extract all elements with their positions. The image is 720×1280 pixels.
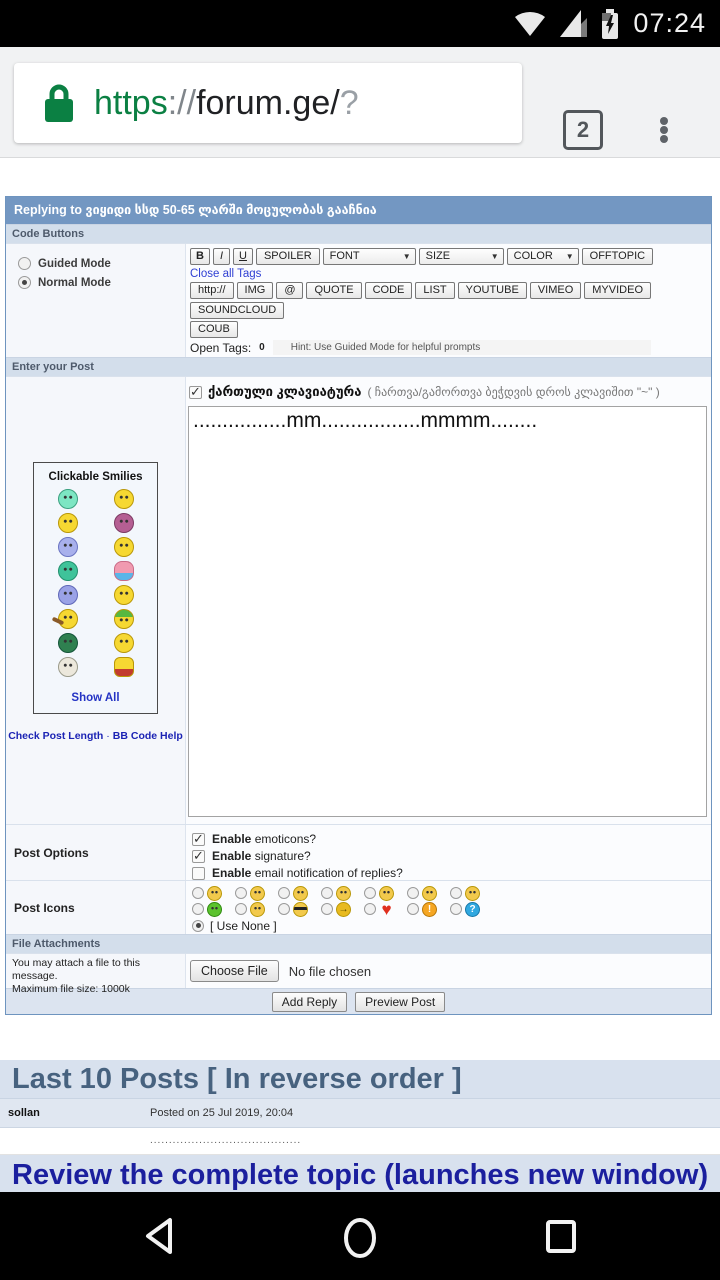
use-none-label: [ Use None ]	[210, 918, 277, 933]
preview-post-button[interactable]: Preview Post	[355, 992, 445, 1012]
section-header-enter-post: Enter your Post	[6, 357, 711, 376]
viking-club-smiley-icon[interactable]	[58, 609, 78, 629]
spoiler-button[interactable]: SPOILER	[256, 248, 320, 265]
wink-smiley-icon	[293, 886, 308, 901]
post-icon-radio[interactable]	[278, 903, 290, 915]
no-file-chosen-text: No file chosen	[288, 963, 372, 979]
georgian-keyboard-checkbox[interactable]	[189, 386, 202, 399]
soundcloud-button[interactable]: SOUNDCLOUD	[190, 302, 284, 319]
heart-icon	[379, 902, 394, 917]
url-query: ?	[339, 83, 359, 122]
last-posts-section	[0, 1060, 720, 1195]
smilies-title: Clickable Smilies	[48, 471, 143, 483]
enable-emoticons-checkbox[interactable]	[192, 833, 205, 846]
post-icon-radio[interactable]	[407, 887, 419, 899]
back-icon[interactable]	[142, 1216, 180, 1256]
teal-grin-smiley-icon[interactable]	[58, 561, 78, 581]
purple-shy-smiley-icon[interactable]	[58, 537, 78, 557]
mint-halo-smiley-icon[interactable]	[58, 489, 78, 509]
size-select[interactable]: SIZE ▼	[419, 248, 504, 265]
laugh-smiley-icon	[422, 886, 437, 901]
browser-toolbar	[0, 47, 720, 158]
file-input-cell	[186, 954, 711, 988]
georgian-keyboard-label: ქართული კლავიატურა	[208, 384, 362, 399]
choose-file-button[interactable]: Choose File	[190, 960, 279, 982]
tongue-smiley-icon	[336, 886, 351, 901]
url-text	[94, 84, 359, 123]
neutral-smiley-icon	[207, 886, 222, 901]
post-icons-label: Post Icons	[6, 881, 186, 934]
enable-email-notification-checkbox[interactable]	[192, 867, 205, 880]
section-header-code-buttons: Code Buttons	[6, 224, 711, 243]
popcorn-smiley-icon[interactable]	[114, 657, 134, 677]
cellular-signal-icon	[560, 10, 587, 37]
offtopic-button[interactable]: OFFTOPIC	[582, 248, 653, 265]
home-icon[interactable]	[340, 1216, 380, 1260]
close-all-tags-link[interactable]: Close all Tags	[190, 268, 262, 280]
status-bar	[0, 0, 720, 47]
italic-button[interactable]: I	[213, 248, 230, 265]
georgian-keyboard-toggle[interactable]	[186, 377, 711, 400]
mention-button[interactable]: @	[276, 282, 303, 299]
android-nav-bar	[0, 1192, 720, 1280]
quote-button[interactable]: QUOTE	[306, 282, 361, 299]
myvideo-button[interactable]: MYVIDEO	[584, 282, 651, 299]
post-body-text: ........................................	[150, 1135, 302, 1146]
normal-mode-radio[interactable]	[18, 276, 31, 289]
mode-cell	[6, 244, 186, 357]
smilies-grid	[55, 489, 137, 677]
tab-switcher-button[interactable]	[563, 110, 603, 150]
clock: 07:24	[633, 8, 706, 38]
laughing-pair-smiley-icon[interactable]	[58, 513, 78, 533]
code-buttons-row	[6, 243, 711, 357]
grin-teeth-smiley-icon	[250, 902, 265, 917]
smilies-cell	[6, 377, 186, 824]
clock-smiley-icon[interactable]	[114, 585, 134, 605]
code-button[interactable]: CODE	[365, 282, 413, 299]
enable-signature-option[interactable]: ✓ Enable signature?	[192, 848, 711, 864]
img-button[interactable]: IMG	[237, 282, 274, 299]
normal-mode-option[interactable]	[18, 276, 185, 289]
guided-mode-hint: Hint: Use Guided Mode for helpful prompts	[273, 340, 651, 355]
clickable-smilies-box	[33, 462, 158, 714]
url-separator: ://	[167, 83, 197, 122]
font-select[interactable]: FONT ▼	[323, 248, 416, 265]
youtube-button[interactable]: YOUTUBE	[458, 282, 527, 299]
post-entry-row	[6, 376, 711, 824]
list-button[interactable]: LIST	[415, 282, 454, 299]
recents-icon[interactable]	[543, 1216, 579, 1256]
attachment-info: You may attach a file to this message. Maximum file size: 1000k	[6, 954, 186, 988]
cool-sunglasses-smiley-icon	[293, 902, 308, 917]
guided-mode-option[interactable]	[18, 257, 185, 270]
post-icon-radio[interactable]	[450, 887, 462, 899]
post-icon-radio[interactable]	[235, 887, 247, 899]
open-tags-label: Open Tags:	[190, 340, 252, 355]
post-icon-radio[interactable]	[364, 887, 376, 899]
post-options-row	[6, 824, 711, 880]
lock-icon	[42, 82, 76, 124]
post-icon-radio[interactable]	[235, 903, 247, 915]
post-icon-radio[interactable]	[450, 903, 462, 915]
dizzy-smiley-icon[interactable]	[114, 489, 134, 509]
post-meta-row	[0, 1098, 720, 1128]
use-none-radio[interactable]	[192, 920, 204, 932]
bold-button[interactable]: B	[190, 248, 210, 265]
post-timestamp: Posted on 25 Jul 2019, 20:04	[150, 1107, 294, 1119]
chevron-down-icon: ▼	[402, 252, 411, 261]
post-author: sollan	[8, 1107, 40, 1119]
post-icon-radio[interactable]	[407, 903, 419, 915]
octopus-sea-smiley-icon[interactable]	[114, 561, 134, 581]
tag-buttons-cell	[186, 244, 711, 357]
post-textarea[interactable]: ................mm.................mmmm........	[188, 406, 707, 817]
guided-mode-radio[interactable]	[18, 257, 31, 270]
last-posts-heading: Last 10 Posts [ In reverse order ]	[0, 1060, 720, 1098]
tab-count: 2	[576, 117, 590, 142]
helper-links: Check Post Length · BB Code Help	[8, 730, 183, 742]
anarchy-smiley-icon[interactable]	[114, 513, 134, 533]
green-grin-smiley-icon	[207, 902, 222, 917]
post-icon-radio[interactable]	[192, 903, 204, 915]
shocked-smiley-icon	[379, 886, 394, 901]
black-laugh-smiley-icon[interactable]	[58, 633, 78, 653]
http-button[interactable]: http://	[190, 282, 234, 299]
guided-mode-label: Guided Mode	[38, 257, 111, 270]
post-editor-cell	[186, 377, 711, 824]
post-icon-radio[interactable]	[364, 903, 376, 915]
enable-email-notification-option[interactable]: Enable email notification of replies?	[192, 865, 711, 881]
wifi-icon	[514, 11, 546, 37]
facepalm-smiley-icon[interactable]	[114, 633, 134, 653]
enable-emoticons-option[interactable]: ✓ Enable emoticons?	[192, 831, 711, 847]
show-all-smilies-link[interactable]: Show All	[71, 692, 120, 704]
open-tags-count: 0	[259, 342, 265, 353]
url-scheme: https	[94, 83, 168, 122]
enable-signature-checkbox[interactable]	[192, 850, 205, 863]
review-topic-link[interactable]: Review the complete topic (launches new window)	[0, 1155, 720, 1195]
post-icon-radio[interactable]	[192, 887, 204, 899]
old-man-axe-smiley-icon[interactable]	[58, 657, 78, 677]
winking-tongue-smiley-icon	[465, 886, 480, 901]
water-spray-smiley-icon[interactable]	[114, 537, 134, 557]
add-reply-button[interactable]: Add Reply	[272, 992, 347, 1012]
post-icon-radio[interactable]	[321, 887, 333, 899]
coub-button[interactable]: COUB	[190, 321, 238, 338]
use-none-option[interactable]	[192, 917, 711, 934]
normal-mode-label: Normal Mode	[38, 276, 111, 289]
arrow-badge-icon	[336, 902, 351, 917]
battery-charging-icon	[601, 9, 619, 39]
overflow-menu-icon[interactable]	[650, 117, 678, 143]
post-icons-row	[6, 880, 711, 934]
question-icon	[465, 902, 480, 917]
topic-title-bar: Replying to ვიყიდი სსდ 50-65 ლარში მოცულობას გააჩნია	[6, 197, 711, 224]
chevron-down-icon: ▼	[565, 252, 574, 261]
chevron-down-icon: ▼	[490, 252, 499, 261]
smirk-smiley-icon	[250, 886, 265, 901]
green-hat-smiley-icon[interactable]	[114, 609, 134, 629]
reply-form-table	[5, 196, 712, 1015]
post-icon-radio[interactable]	[321, 903, 333, 915]
color-select[interactable]: COLOR ▼	[507, 248, 579, 265]
post-icons-cell	[186, 881, 711, 934]
section-header-file-attachments: File Attachments	[6, 934, 711, 953]
purple-headband-smiley-icon[interactable]	[58, 585, 78, 605]
post-icon-radio[interactable]	[278, 887, 290, 899]
georgian-keyboard-note: ( ჩართვა/გამორთვა ბეჭდვის დროს კლავიშით "~" )	[367, 385, 660, 399]
url-host: forum.ge/	[196, 83, 340, 122]
post-body-row	[0, 1128, 720, 1155]
vimeo-button[interactable]: VIMEO	[530, 282, 581, 299]
file-attachments-row	[6, 953, 711, 995]
post-options-cell	[186, 825, 711, 880]
underline-button[interactable]: U	[233, 248, 253, 265]
warning-icon	[422, 902, 437, 917]
bb-code-help-link[interactable]: BB Code Help	[112, 730, 183, 742]
post-options-label: Post Options	[6, 825, 186, 880]
url-bar[interactable]	[14, 63, 522, 143]
check-post-length-link[interactable]: Check Post Length	[8, 730, 104, 742]
